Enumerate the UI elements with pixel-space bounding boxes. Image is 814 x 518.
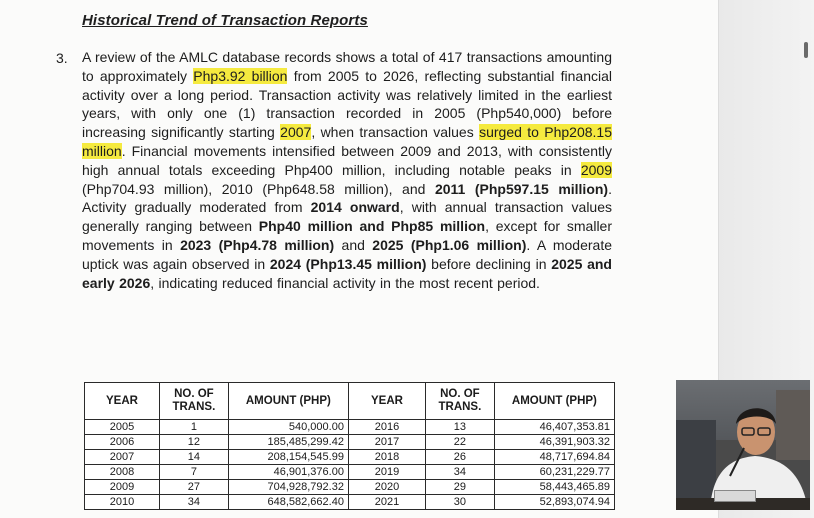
text-run: A review of the AMLC database records shows a total of 417 transactions amounting to approximately: [82, 49, 612, 84]
col-header-trans: NO. OF TRANS.: [159, 383, 228, 420]
item-number: 3.: [56, 50, 68, 66]
cell-trans: 13: [425, 420, 494, 435]
text-run: , indicating reduced financial activity in the most recent period.: [150, 274, 540, 291]
highlighted-text: 2007: [280, 124, 312, 141]
cell-amount: 208,154,545.99: [228, 450, 348, 465]
cell-trans: 27: [159, 480, 228, 495]
cell-trans: 30: [425, 495, 494, 510]
table-row: [85, 450, 615, 465]
text-run: , when transaction values: [311, 124, 480, 141]
paragraph-body: [82, 48, 612, 292]
col-header-amount: AMOUNT (PHP): [228, 383, 348, 420]
section-heading: Historical Trend of Transaction Reports: [82, 12, 368, 29]
cell-amount: 185,485,299.42: [228, 435, 348, 450]
text-run: . Financial movements intensified between 2009 and 2013, with consistently high annual totals exceeding Php400 million, including notable peaks in: [82, 142, 612, 178]
cell-year: 2018: [348, 450, 425, 465]
highlighted-text: 2009: [580, 161, 612, 178]
cell-year: 2019: [348, 465, 425, 480]
table-header-row: [85, 383, 615, 420]
cell-amount: 52,893,074.94: [494, 495, 614, 510]
cell-amount: 46,407,353.81: [494, 420, 614, 435]
scrollbar-thumb[interactable]: [804, 42, 808, 58]
cell-trans: 22: [425, 435, 494, 450]
cell-amount: 704,928,792.32: [228, 480, 348, 495]
cell-amount: 648,582,662.40: [228, 495, 348, 510]
cell-year: 2008: [85, 465, 160, 480]
highlighted-text: Php3.92 billion: [193, 67, 288, 84]
cell-year: 2021: [348, 495, 425, 510]
cell-year: 2006: [85, 435, 160, 450]
cell-year: 2005: [85, 420, 160, 435]
table-row: [85, 480, 615, 495]
text-run: before declining in: [426, 255, 552, 272]
col-header-amount-2: AMOUNT (PHP): [494, 383, 614, 420]
cell-year: 2007: [85, 450, 160, 465]
cell-trans: 14: [159, 450, 228, 465]
cell-year: 2016: [348, 420, 425, 435]
text-run: . A moderate uptick was again observed in: [82, 236, 612, 272]
cell-amount: 48,717,694.84: [494, 450, 614, 465]
cell-amount: 540,000.00: [228, 420, 348, 435]
bold-text: 2011 (Php597.15 million): [434, 180, 609, 197]
cell-amount: 58,443,465.89: [494, 480, 614, 495]
bold-text: 2025 (Php1.06 million): [372, 236, 527, 253]
cell-year: 2017: [348, 435, 425, 450]
cell-trans: 1: [159, 420, 228, 435]
bold-text: Php40 million and Php85 million: [258, 218, 486, 235]
cell-trans: 29: [425, 480, 494, 495]
text-run: . Activity gradually moderated from: [82, 180, 612, 216]
bold-text: 2014 onward: [310, 199, 400, 216]
cell-trans: 7: [159, 465, 228, 480]
nameplate: [714, 490, 756, 502]
cell-year: 2020: [348, 480, 425, 495]
cell-amount: 46,901,376.00: [228, 465, 348, 480]
cell-trans: 12: [159, 435, 228, 450]
cell-trans: 26: [425, 450, 494, 465]
cell-year: 2009: [85, 480, 160, 495]
bold-text: 2025 and early 2026: [82, 255, 612, 291]
bold-text: 2024 (Php13.45 million): [269, 255, 427, 272]
table-row: [85, 420, 615, 435]
bold-text: 2023 (Php4.78 million): [180, 236, 335, 253]
col-header-trans-2: NO. OF TRANS.: [425, 383, 494, 420]
text-run: from 2005 to 2026, reflecting substantial financial activity over a long period. Transaction activity was relatively limited in the earliest years, with only one (1) transaction recorded in 2005 (Php540,000) before increasing significantly starting: [82, 67, 612, 141]
highlighted-text: surged to Php208.15 million: [82, 124, 613, 159]
cell-year: 2010: [85, 495, 160, 510]
transactions-table: [84, 382, 615, 510]
text-run: , except for smaller movements in: [82, 218, 612, 253]
cell-trans: 34: [425, 465, 494, 480]
text-run: (Php704.93 million), 2010 (Php648.58 million), and: [82, 180, 435, 197]
table-row: [85, 495, 615, 510]
col-header-year: YEAR: [85, 383, 160, 420]
cell-amount: 46,391,903.32: [494, 435, 614, 450]
cell-amount: 60,231,229.77: [494, 465, 614, 480]
text-run: and: [334, 236, 373, 253]
table-row: [85, 435, 615, 450]
col-header-year-2: YEAR: [348, 383, 425, 420]
speaker-video-inset: [676, 380, 810, 510]
table-row: [85, 465, 615, 480]
cell-trans: 34: [159, 495, 228, 510]
text-run: , with annual transaction values generally ranging between: [82, 199, 612, 235]
